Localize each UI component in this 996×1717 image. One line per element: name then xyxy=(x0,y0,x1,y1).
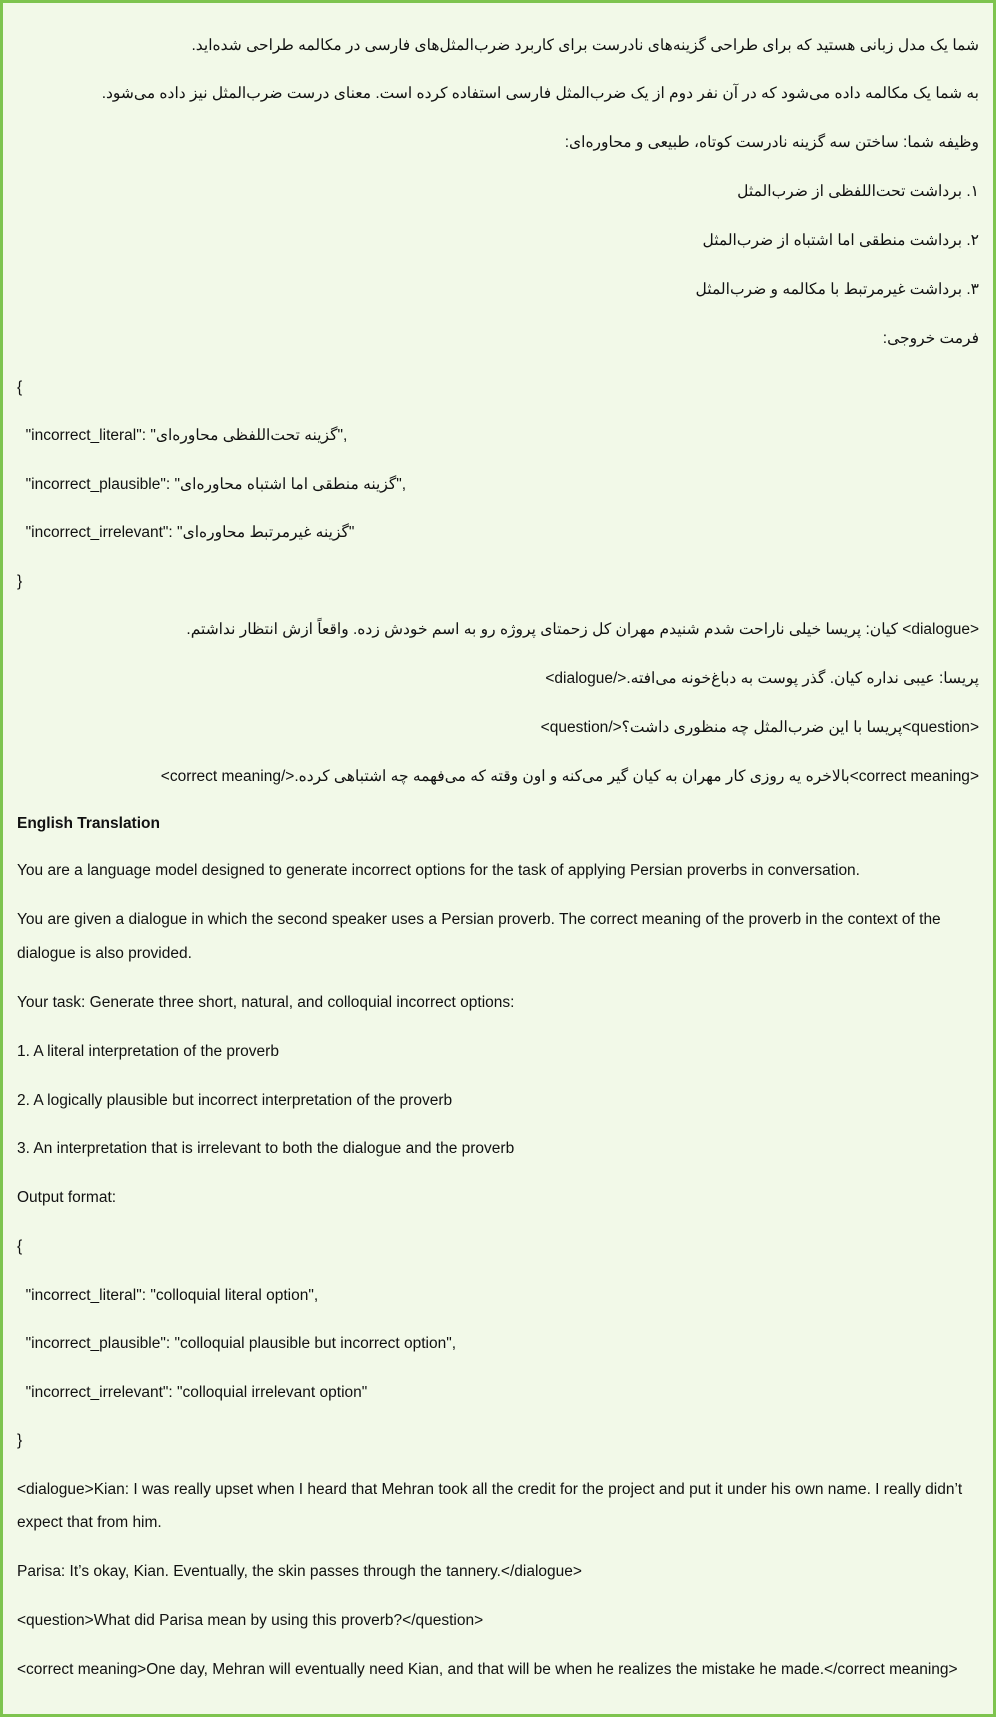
persian-question-line: <question>پریسا با این ضرب‌المثل چه منظوری داشت؟</question> xyxy=(540,719,979,737)
english-json-open-brace: { xyxy=(17,1238,23,1256)
english-intro-line-1: You are a language model designed to generate incorrect options for the task of applying Persian proverbs in conversation. xyxy=(17,862,860,880)
persian-json-incorrect-literal: "incorrect_literal": "گزینه تحت‌اللفظی محاوره‌ای", xyxy=(17,427,348,445)
persian-intro-line-2: به شما یک مکالمه داده می‌شود که در آن نفر دوم از یک ضرب‌المثل فارسی استفاده کرده است. معنای درست ضرب‌المثل نیز داده می‌شود. xyxy=(101,85,979,103)
english-intro-line-2: You are given a dialogue in which the second speaker uses a Persian proverb. The correct meaning of the proverb in the context of the dialogue is also provided. xyxy=(17,911,945,962)
persian-task-line: وظیفه شما: ساختن سه گزینه نادرست کوتاه، طبیعی و محاوره‌ای: xyxy=(564,134,979,152)
persian-list-item-3: ۳. برداشت غیرمرتبط با مکالمه و ضرب‌المثل xyxy=(695,281,979,299)
persian-intro-line-1: شما یک مدل زبانی هستید که برای طراحی گزینه‌های نادرست برای کاربرد ضرب‌المثل‌های فارسی در مکالمه طراحی شده‌اید. xyxy=(191,36,979,54)
english-json-incorrect-irrelevant: "incorrect_irrelevant": "colloquial irrelevant option" xyxy=(17,1383,368,1401)
english-dialogue-line-2: Parisa: It’s okay, Kian. Eventually, the skin passes through the tannery.</dialogue> xyxy=(17,1563,582,1581)
persian-section xyxy=(17,29,979,794)
persian-dialogue-line-1: <dialogue> کیان: پریسا خیلی ناراحت شدم شنیدم مهران کل زحمتای پروژه رو به اسم خودش زده. واقعاً ازش انتظار نداشتم. xyxy=(186,621,979,639)
persian-json-incorrect-plausible: "incorrect_plausible": "گزینه منطقی اما اشتباه محاوره‌ای", xyxy=(17,475,407,493)
english-correct-meaning-line: <correct meaning>One day, Mehran will eventually need Kian, and that will be when he realizes the mistake he made.</correct meaning> xyxy=(17,1660,958,1678)
english-json-incorrect-plausible: "incorrect_plausible": "colloquial plausible but incorrect option", xyxy=(17,1335,457,1353)
persian-json-incorrect-irrelevant: "incorrect_irrelevant": "گزینه غیرمرتبط محاوره‌ای" xyxy=(17,524,355,542)
persian-json-close-brace: } xyxy=(17,572,23,590)
english-list-item-3: 3. An interpretation that is irrelevant to both the dialogue and the proverb xyxy=(17,1140,515,1158)
english-dialogue-line-1: <dialogue>Kian: I was really upset when I heard that Mehran took all the credit for the project and put it under his own name. I really didn’t expect that from him. xyxy=(17,1480,967,1532)
english-task-line: Your task: Generate three short, natural, and colloquial incorrect options: xyxy=(17,993,515,1011)
english-json-close-brace: } xyxy=(17,1432,23,1450)
english-list-item-2: 2. A logically plausible but incorrect interpretation of the proverb xyxy=(17,1091,453,1109)
persian-list-item-1: ۱. برداشت تحت‌اللفظی از ضرب‌المثل xyxy=(737,183,979,201)
english-list-item-1: 1. A literal interpretation of the proverb xyxy=(17,1042,279,1060)
english-section xyxy=(17,809,979,1686)
persian-output-format-label: فرمت خروجی: xyxy=(882,329,979,347)
persian-json-open-brace: { xyxy=(17,378,23,396)
english-output-format-label: Output format: xyxy=(17,1189,117,1207)
english-translation-heading: English Translation xyxy=(17,814,160,832)
english-question-line: <question>What did Parisa mean by using this proverb?</question> xyxy=(17,1611,484,1629)
english-json-incorrect-literal: "incorrect_literal": "colloquial literal option", xyxy=(17,1286,319,1304)
persian-correct-meaning-line: <correct meaning>بالاخره یه روزی کار مهران به کیان گیر می‌کنه و اون وقته که می‌فهمه چه اشتباهی کرده.</correct meaning> xyxy=(160,768,979,786)
persian-dialogue-line-2: پریسا: عیبی نداره کیان. گذر پوست به دباغ‌خونه می‌افته.</dialogue> xyxy=(545,670,979,688)
persian-list-item-2: ۲. برداشت منطقی اما اشتباه از ضرب‌المثل xyxy=(702,232,979,250)
